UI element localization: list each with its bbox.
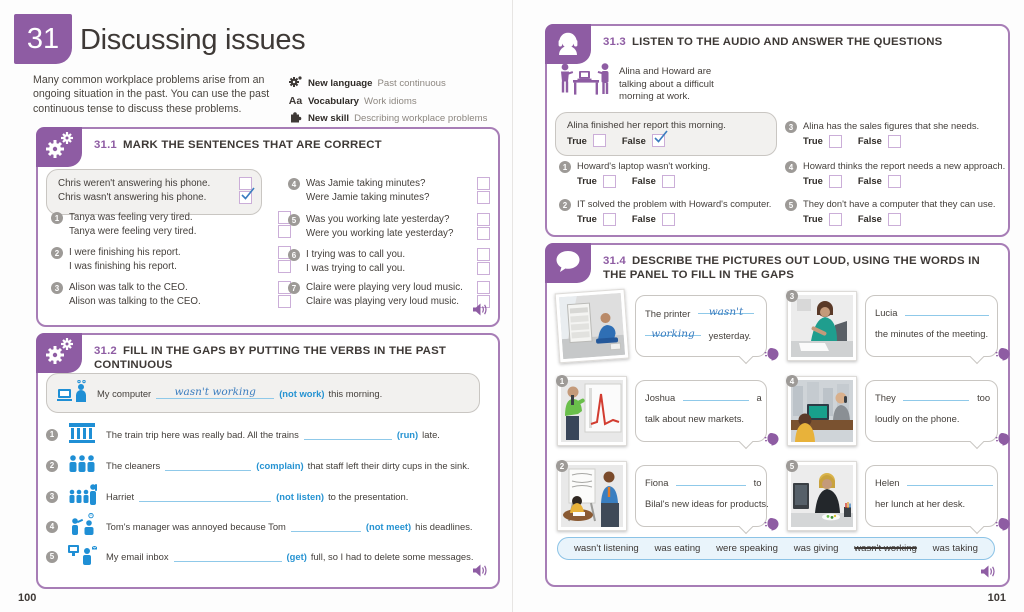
- answer-gap[interactable]: [165, 460, 251, 471]
- checkbox[interactable]: [829, 135, 842, 148]
- sentence-text: this morning.: [328, 387, 383, 399]
- answer-gap[interactable]: [156, 385, 274, 399]
- true-label: True: [567, 135, 587, 146]
- speech-bubble-icon: [555, 249, 581, 278]
- checkbox[interactable]: [477, 281, 490, 294]
- fill-item: 3 Harriet (not listen) to the presentation.: [46, 483, 492, 509]
- exercise-31-2: [36, 333, 500, 589]
- verb-hint: (not work): [279, 387, 325, 399]
- exercise-type-badge: [545, 24, 591, 64]
- checkbox[interactable]: [662, 213, 675, 226]
- page-title: Discussing issues: [80, 24, 306, 56]
- word-bank-item: was giving: [793, 543, 839, 554]
- page-number-left: 100: [18, 592, 37, 604]
- page-number-right: 101: [987, 592, 1006, 604]
- answer-gap[interactable]: [903, 390, 969, 401]
- speaking-head-icon[interactable]: [995, 517, 1010, 539]
- photo-phone-call: 4: [787, 376, 857, 446]
- photo-flipchart-ideas: 2: [557, 461, 627, 531]
- intro-paragraph: Many common workplace problems arise from an ongoing situation in the past. You can use the past continuous tense to discuss these problems.: [33, 74, 270, 115]
- checkbox[interactable]: [593, 134, 606, 147]
- answer-gap[interactable]: [907, 475, 993, 486]
- speaking-head-icon[interactable]: [995, 347, 1010, 369]
- unit-number-badge: [14, 14, 72, 64]
- exercise-type-badge: [36, 127, 82, 167]
- sentence-text: My computer: [97, 387, 152, 399]
- speech-bubble: The printer wasn't working yesterday.: [635, 295, 767, 357]
- answer-gap[interactable]: [645, 325, 701, 340]
- word-bank-item-used: wasn't working: [854, 543, 917, 554]
- photo-writing-minutes: 3: [787, 291, 857, 361]
- tf-question: 3 Alina has the sales figures that she needs. True False: [785, 120, 1003, 148]
- word-bank-item: was taking: [932, 543, 978, 554]
- checkbox[interactable]: [477, 213, 490, 226]
- answer-gap[interactable]: [676, 475, 746, 486]
- exercise-title: 31.1 MARK THE SENTENCES THAT ARE CORRECT: [94, 139, 382, 151]
- checkbox[interactable]: [603, 175, 616, 188]
- photo-lunch-at-desk: 5: [787, 461, 857, 531]
- conversation-pictogram-icon: [557, 62, 613, 109]
- feature-new-skill: [287, 111, 487, 126]
- page-divider: [512, 0, 513, 612]
- checkbox[interactable]: [829, 175, 842, 188]
- speech-bubble: They too loudly on the phone.: [865, 380, 998, 442]
- feature-label: New skill: [308, 113, 350, 124]
- tf-question: 4 Howard thinks the report needs a new approach. True False: [785, 160, 1003, 188]
- answer-gap[interactable]: [139, 491, 271, 502]
- feature-value: Work idioms: [364, 95, 417, 107]
- word-bank-item: wasn't listening: [574, 543, 639, 554]
- answer-gap[interactable]: [698, 303, 754, 318]
- photo-printer-repair: [555, 289, 630, 364]
- exercise-title: 31.4 DESCRIBE THE PICTURES OUT LOUD, USING THE WORDS IN THE PANEL TO FILL IN THE GAPS: [603, 255, 980, 282]
- exercise-type-badge: [36, 333, 82, 373]
- check-icon: [240, 187, 255, 200]
- train-station-icon: [64, 421, 100, 447]
- example-box: [46, 373, 480, 413]
- false-label: False: [621, 135, 646, 146]
- speaking-head-icon[interactable]: [764, 347, 779, 369]
- checkbox-checked[interactable]: [652, 134, 665, 147]
- feature-value: Describing workplace problems: [354, 113, 488, 124]
- speech-bubble: Helen her lunch at her desk.: [865, 465, 998, 527]
- answer-gap[interactable]: [683, 390, 749, 401]
- handwritten-answer: wasn't: [708, 306, 744, 318]
- exercise-31-3: [545, 24, 1010, 237]
- answer-gap[interactable]: [174, 551, 282, 562]
- check-icon: [653, 130, 668, 143]
- fill-item: 4 Tom's manager was annoyed because Tom (not meet) his deadlines.: [46, 513, 492, 539]
- checkbox[interactable]: [888, 135, 901, 148]
- speaking-head-icon[interactable]: [995, 432, 1010, 454]
- audio-intro-text: Alina and Howard are talking about a difficult morning at work.: [619, 66, 714, 103]
- question-row: 4 Was Jamie taking minutes? Were Jamie taking minutes?: [288, 177, 490, 204]
- checkbox[interactable]: [829, 213, 842, 226]
- tf-question: 1 Howard's laptop wasn't working. True False: [559, 160, 781, 188]
- exercise-31-4: [545, 243, 1010, 587]
- statement-text: Alina finished her report this morning.: [567, 120, 726, 131]
- checkbox[interactable]: [888, 213, 901, 226]
- checkbox[interactable]: [477, 227, 490, 240]
- unit-number: 31: [26, 22, 60, 55]
- feature-label: Vocabulary: [308, 95, 360, 107]
- cleaners-icon: [64, 452, 100, 478]
- checkbox[interactable]: [477, 262, 490, 275]
- audience-icon: [64, 483, 100, 509]
- computer-person-icon: [55, 380, 91, 406]
- speech-bubble: Fiona to Bilal's new ideas for products.: [635, 465, 767, 527]
- handwritten-answer: working: [651, 327, 695, 340]
- exercise-number: 31.3: [603, 36, 626, 48]
- word-bank-panel: [557, 537, 995, 560]
- email-desk-icon: [64, 543, 100, 569]
- speaking-head-icon[interactable]: [764, 517, 779, 539]
- exercise-title: 31.3 LISTEN TO THE AUDIO AND ANSWER THE QUESTIONS: [603, 36, 943, 48]
- photo-market-presentation: 1: [557, 376, 627, 446]
- manager-clock-icon: [64, 513, 100, 539]
- answer-gap[interactable]: [291, 521, 361, 532]
- gears-icon: [44, 131, 74, 164]
- audio-speaker-icon[interactable]: [473, 303, 488, 321]
- exercise-31-1: [36, 127, 500, 327]
- tf-question: 2 IT solved the problem with Howard's computer. True False: [559, 198, 781, 226]
- question-row: 3 Alison was talk to the CEO. Alison was talking to the CEO.: [51, 281, 291, 308]
- headphones-icon: [554, 29, 582, 60]
- handwritten-answer: wasn't working: [174, 385, 256, 398]
- puzzle-icon: [287, 111, 304, 126]
- checkbox[interactable]: [477, 248, 490, 261]
- checkbox[interactable]: [662, 175, 675, 188]
- example-box: [555, 112, 777, 156]
- question-row: 7 Claire were playing very loud music. Claire was playing very loud music.: [288, 281, 490, 308]
- exercise-number: 31.1: [94, 139, 117, 151]
- question-row: 6 I trying was to call you. I was trying to call you.: [288, 248, 490, 275]
- fill-item: 1 The train trip here was really bad. All the trains (run) late.: [46, 421, 492, 447]
- audio-speaker-icon[interactable]: [981, 565, 996, 583]
- aa-icon: Aa: [288, 95, 303, 107]
- feature-vocabulary: [287, 95, 487, 107]
- audio-speaker-icon[interactable]: [473, 564, 488, 582]
- word-bank-item: was eating: [654, 543, 701, 554]
- fill-item: 2 The cleaners (complain) that staff left their dirty cups in the sink.: [46, 452, 492, 478]
- lesson-features: [287, 76, 487, 130]
- question-row: 5 Was you working late yesterday? Were you working late yesterday?: [288, 213, 490, 240]
- question-row: 2 I were finishing his report. I was finishing his report.: [51, 246, 291, 273]
- checkbox[interactable]: [603, 213, 616, 226]
- question-row: 1 Tanya was feeling very tired. Tanya were feeling very tired.: [51, 211, 291, 238]
- checkbox[interactable]: [477, 177, 490, 190]
- feature-value: Past continuous: [377, 78, 446, 89]
- sentence-option: Chris wasn't answering his phone.: [58, 191, 207, 203]
- exercise-type-badge: [545, 243, 591, 283]
- tf-question: 5 They don't have a computer that they can use. True False: [785, 198, 1003, 226]
- checkbox[interactable]: [477, 191, 490, 204]
- checkbox-checked[interactable]: [239, 191, 252, 204]
- speech-bubble: Joshua a talk about new markets.: [635, 380, 767, 442]
- gear-icon: [287, 76, 304, 91]
- gears-icon: [44, 337, 74, 370]
- exercise-number: 31.2: [94, 345, 117, 357]
- fill-item: 5 My email inbox (get) full, so I had to delete some messages.: [46, 543, 492, 569]
- word-bank-item: were speaking: [716, 543, 778, 554]
- checkbox[interactable]: [888, 175, 901, 188]
- feature-new-language: [287, 76, 487, 91]
- sentence-option: Chris weren't answering his phone.: [58, 178, 211, 190]
- speaking-head-icon[interactable]: [764, 432, 779, 454]
- feature-label: New language: [308, 78, 373, 89]
- speech-bubble: Lucia the minutes of the meeting.: [865, 295, 998, 357]
- exercise-number: 31.4: [603, 255, 626, 267]
- exercise-title: 31.2 FILL IN THE GAPS BY PUTTING THE VERBS IN THE PAST CONTINUOUS: [94, 345, 447, 372]
- example-box: [46, 169, 262, 215]
- answer-gap[interactable]: [304, 429, 392, 440]
- answer-gap[interactable]: [905, 305, 989, 316]
